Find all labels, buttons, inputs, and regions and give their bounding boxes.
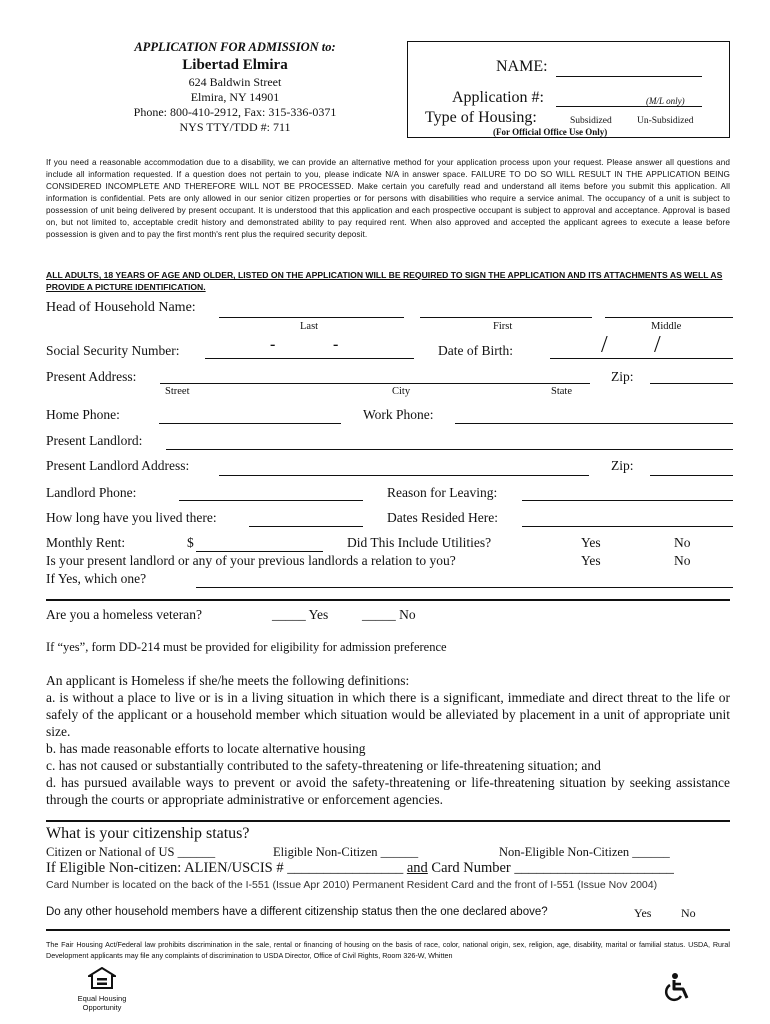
ssn-dash-1: - (270, 336, 276, 353)
homeless-intro: An applicant is Homeless if she/he meets the following definitions: (46, 673, 410, 688)
card-number-label: Card Number ______________________ (427, 860, 674, 876)
definition-c: c. has not caused or substantially contributed to the safety-threatening or life-threatening situation; and (46, 758, 601, 773)
reason-leaving-label: Reason for Leaving: (387, 485, 498, 500)
zip-label: Zip: (611, 369, 634, 384)
home-phone-label: Home Phone: (46, 407, 120, 422)
eligible-noncitizen-option[interactable]: Eligible Non-Citizen ______ (273, 845, 419, 859)
housing-type-label: Type of Housing: (425, 109, 537, 126)
relation-no[interactable]: No (674, 553, 691, 568)
equal-housing-logo (74, 967, 130, 1012)
ssn-field[interactable] (205, 358, 414, 359)
eho-line-2: Opportunity (82, 1003, 122, 1012)
name-label: NAME: (496, 58, 548, 75)
wheelchair-icon (662, 972, 692, 1002)
and-word: and (406, 860, 428, 876)
landlord-zip-field[interactable] (650, 475, 733, 476)
veteran-yes[interactable]: _____ Yes (272, 607, 329, 622)
eho-line-1: Equal Housing (77, 994, 127, 1003)
application-title: APPLICATION FOR ADMISSION to: (134, 40, 336, 54)
dob-slash-2: / (654, 332, 661, 358)
dob-label: Date of Birth: (438, 343, 513, 358)
utilities-question: Did This Include Utilities? (347, 535, 492, 550)
ssn-dash-2: - (333, 336, 339, 353)
home-phone-field[interactable] (159, 423, 341, 424)
last-name-field[interactable] (219, 317, 404, 318)
middle-name-field[interactable] (605, 317, 733, 318)
state-caption: State (551, 386, 572, 397)
head-of-household-label: Head of Household Name: (46, 300, 196, 315)
definition-d: d. has pursued available ways to prevent or avoid the safety-threatening or life-threatening situation by seeking assistance through the courts or appropriate administrative or enforcement agencies. (46, 775, 730, 807)
accessibility-logo (662, 972, 692, 1007)
instructions-paragraph: If you need a reasonable accommodation due to a disability, we can provide an alternative method for your application process upon your request. Please answer all questions and include all information requested. If a question does not pertain to you, please indicate N/A in answer space. FAILURE TO DO SO WILL RESULT IN THE APPLICATION BEING CONSIDERED INCOMPLETE AND THEREFORE WILL NOT BE PROCESSED. Make certain you carefully read and understand all items before you submit this application. All information is confidential. Pets are only allowed in our senior citizen properties or for persons with disabilities who require a service animal. The occupancy of a unit is subject to possession of unit being delivered by present occupant. It is understood that this application and each prospective occupant is subject to approval and acceptance. Approval is based on, but not limited to, acceptable credit history and demonstrated ability to pay required rent. When also approved and accepted the applicant agrees to execute a lease before possession is given and to pay the first month's rent plus the required security deposit. (46, 158, 730, 239)
section-divider (46, 599, 730, 601)
first-caption: First (493, 321, 513, 332)
card-location-note: Card Number is located on the back of the I-551 (Issue Apr 2010) Permanent Resident Card and the front of I-551 (Issue Nov 2004) (46, 879, 658, 891)
work-phone-label: Work Phone: (363, 407, 434, 422)
last-caption: Last (300, 321, 319, 332)
landlord-phone-field[interactable] (179, 500, 363, 501)
middle-caption: Middle (651, 321, 682, 332)
dates-resided-field[interactable] (522, 526, 733, 527)
how-long-field[interactable] (249, 526, 363, 527)
other-members-yes[interactable]: Yes (634, 906, 652, 920)
monthly-rent-label: Monthly Rent: (46, 535, 126, 550)
property-header (100, 40, 370, 135)
monthly-rent-field[interactable] (196, 551, 323, 552)
other-members-question: Do any other household members have a different citizenship status then the one declared above? (46, 906, 548, 918)
relation-question: Is your present landlord or any of your previous landlords a relation to you? (46, 553, 456, 568)
ml-only-note: (M/L only) (646, 96, 685, 106)
application-number-field[interactable] (556, 106, 702, 107)
present-address-label: Present Address: (46, 369, 137, 384)
office-use-note: (For Official Office Use Only) (493, 127, 608, 137)
fair-housing-notice: The Fair Housing Act/Federal law prohibits discrimination in the sale, rental or financing of housing on the basis of race, color, national origin, sex, religion, age, disability, marital or familial status. USDA, Rural Development applicants may file any complaints of discrimination to USDA Director, Office of Civil Rights, Room 326-W, Whitten (46, 940, 730, 960)
present-address-field[interactable] (160, 383, 590, 384)
adults-notice: ALL ADULTS, 18 YEARS OF AGE AND OLDER, LISTED ON THE APPLICATION WILL BE REQUIRED TO SIGN THE APPLICATION AND ITS ATTACHMENTS AS WELL AS PROVIDE A PICTURE IDENTIFICATION. (46, 270, 723, 292)
phone-fax-line: Phone: 800-410-2912, Fax: 315-336-0371 (133, 105, 337, 119)
veteran-question: Are you a homeless veteran? (46, 607, 202, 622)
section-divider-3 (46, 929, 730, 931)
veteran-no[interactable]: _____ No (362, 607, 416, 622)
definition-a: a. is without a place to live or is in a living situation in which there is a significant, immediate and direct threat to the life or safely of the applicant or a household member which situation would be alleviated by placement in a unit of appropriate unit size. (46, 690, 730, 739)
unsubsidized-option[interactable]: Un-Subsidized (637, 116, 694, 126)
reason-leaving-field[interactable] (522, 500, 733, 501)
which-one-field[interactable] (196, 587, 733, 588)
relation-yes[interactable]: Yes (581, 553, 601, 568)
utilities-no[interactable]: No (674, 535, 691, 550)
subsidized-option[interactable]: Subsidized (570, 116, 612, 126)
landlord-zip-label: Zip: (611, 458, 634, 473)
dob-field[interactable] (550, 358, 733, 359)
definition-b: b. has made reasonable efforts to locate alternative housing (46, 741, 366, 756)
work-phone-field[interactable] (455, 423, 733, 424)
ssn-label: Social Security Number: (46, 343, 180, 358)
dates-resided-label: Dates Resided Here: (387, 510, 498, 525)
how-long-label: How long have you lived there: (46, 510, 217, 525)
landlord-address-field[interactable] (219, 475, 589, 476)
citizenship-question: What is your citizenship status? (46, 825, 250, 842)
address-line-2: Elmira, NY 14901 (190, 90, 280, 104)
name-field[interactable] (556, 76, 702, 77)
application-number-label: Application #: (452, 89, 544, 106)
tty-line: NYS TTY/TDD #: 711 (179, 120, 291, 134)
alien-prefix: If Eligible Non-citizen: ALIEN/USCIS # ________________ (46, 860, 407, 876)
present-landlord-field[interactable] (166, 449, 733, 450)
dob-slash-1: / (601, 332, 608, 358)
non-eligible-option[interactable]: Non-Eligible Non-Citizen ______ (499, 845, 670, 859)
landlord-address-label: Present Landlord Address: (46, 458, 190, 473)
address-line-1: 624 Baldwin Street (188, 75, 282, 89)
dd214-note: If “yes”, form DD-214 must be provided for eligibility for admission preference (46, 640, 447, 654)
dollar-sign: $ (187, 535, 194, 550)
property-name: Libertad Elmira (182, 57, 288, 73)
other-members-no[interactable]: No (681, 906, 696, 920)
alien-uscis-line[interactable] (46, 860, 674, 877)
first-name-field[interactable] (420, 317, 592, 318)
section-divider-2 (46, 820, 730, 822)
city-caption: City (392, 386, 411, 397)
street-caption: Street (165, 386, 190, 397)
which-one-label: If Yes, which one? (46, 571, 147, 586)
landlord-phone-label: Landlord Phone: (46, 485, 137, 500)
utilities-yes[interactable]: Yes (581, 535, 601, 550)
equal-housing-icon (88, 967, 116, 989)
citizen-option[interactable]: Citizen or National of US ______ (46, 845, 216, 859)
present-landlord-label: Present Landlord: (46, 433, 143, 448)
homeless-definitions (46, 672, 730, 808)
zip-field[interactable] (650, 383, 733, 384)
